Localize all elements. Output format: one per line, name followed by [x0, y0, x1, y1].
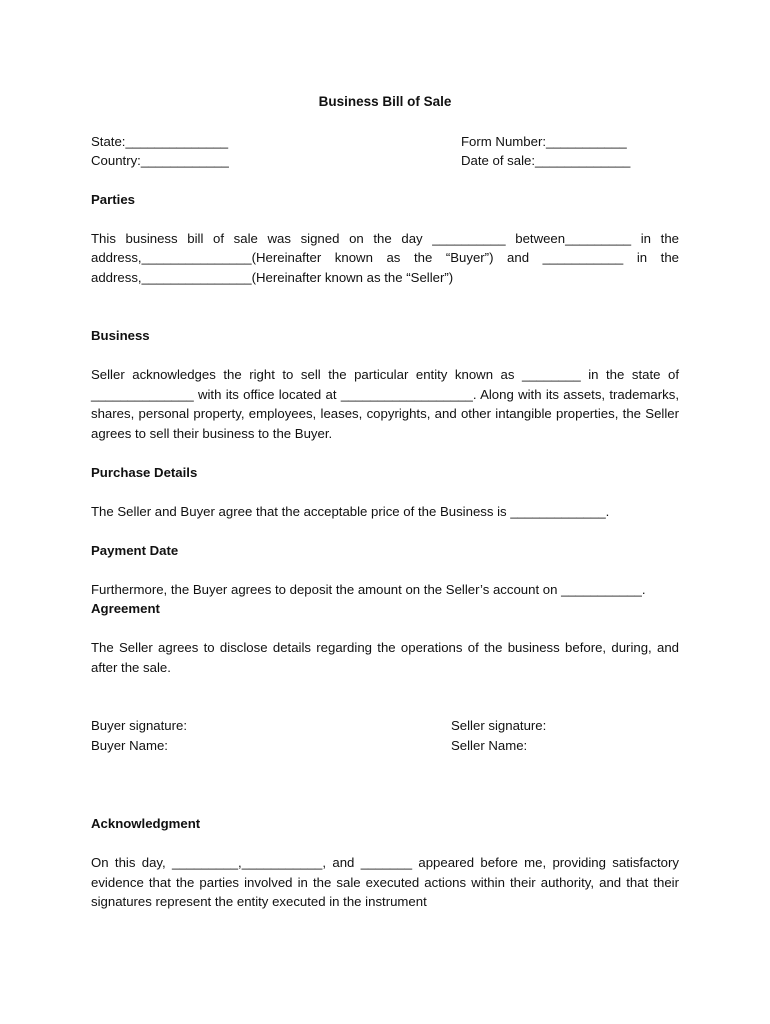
signature-block — [91, 716, 679, 755]
acknowledgment-heading: Acknowledgment — [91, 816, 201, 831]
agreement-heading: Agreement — [91, 601, 160, 616]
date-of-sale-field[interactable]: Date of sale:_____________ — [461, 153, 631, 168]
parties-text: This business bill of sale was signed on the day __________ between_________ in the address,_______________(Hereinafter known as the “Buyer”) and ___________ in the address,_______________(Hereinafter known as the “Seller”) — [91, 230, 679, 285]
purchase-details-heading: Purchase Details — [91, 464, 198, 480]
buyer-signature-block — [91, 716, 187, 755]
country-field[interactable]: Country:____________ — [91, 153, 229, 168]
parties-heading: Parties — [91, 191, 135, 207]
form-number-field[interactable]: Form Number:___________ — [461, 133, 627, 149]
purchase-details-text: The Seller and Buyer agree that the acceptable price of the Business is _____________. — [91, 503, 610, 519]
buyer-name-label: Buyer Name: — [91, 737, 168, 753]
seller-name-label: Seller Name: — [451, 737, 528, 753]
buyer-signature-label: Buyer signature: — [91, 718, 188, 733]
business-heading: Business — [91, 328, 150, 343]
header-right — [461, 132, 630, 171]
agreement-text: The Seller agrees to disclose details regarding the operations of the business before, during, and after the sale. — [91, 640, 679, 675]
document-title: Business Bill of Sale — [318, 94, 452, 109]
header-fields — [91, 132, 679, 171]
payment-date-heading: Payment Date — [91, 542, 179, 558]
seller-signature-label: Seller signature: — [451, 718, 547, 733]
seller-signature-block — [451, 716, 546, 755]
document-page — [91, 92, 679, 912]
state-field[interactable]: State:______________ — [91, 133, 229, 149]
acknowledgment-text: On this day, _________,___________, and _______ appeared before me, providing satisfactory evidence that the parties involved in the sale executed actions within their authority, and that their signatures represent the entity executed in the instrument — [91, 855, 679, 909]
business-text: Seller acknowledges the right to sell the particular entity known as ________ in the state of ______________ with its office located at __________________. Along with its assets, trademarks, shares, personal property, employees, leases, copyrights, and other intangible properties, the Seller agrees to sell their business to the Buyer. — [91, 367, 679, 441]
payment-date-text: Furthermore, the Buyer agrees to deposit the amount on the Seller’s account on ___________. — [91, 581, 646, 597]
header-left — [91, 132, 229, 171]
